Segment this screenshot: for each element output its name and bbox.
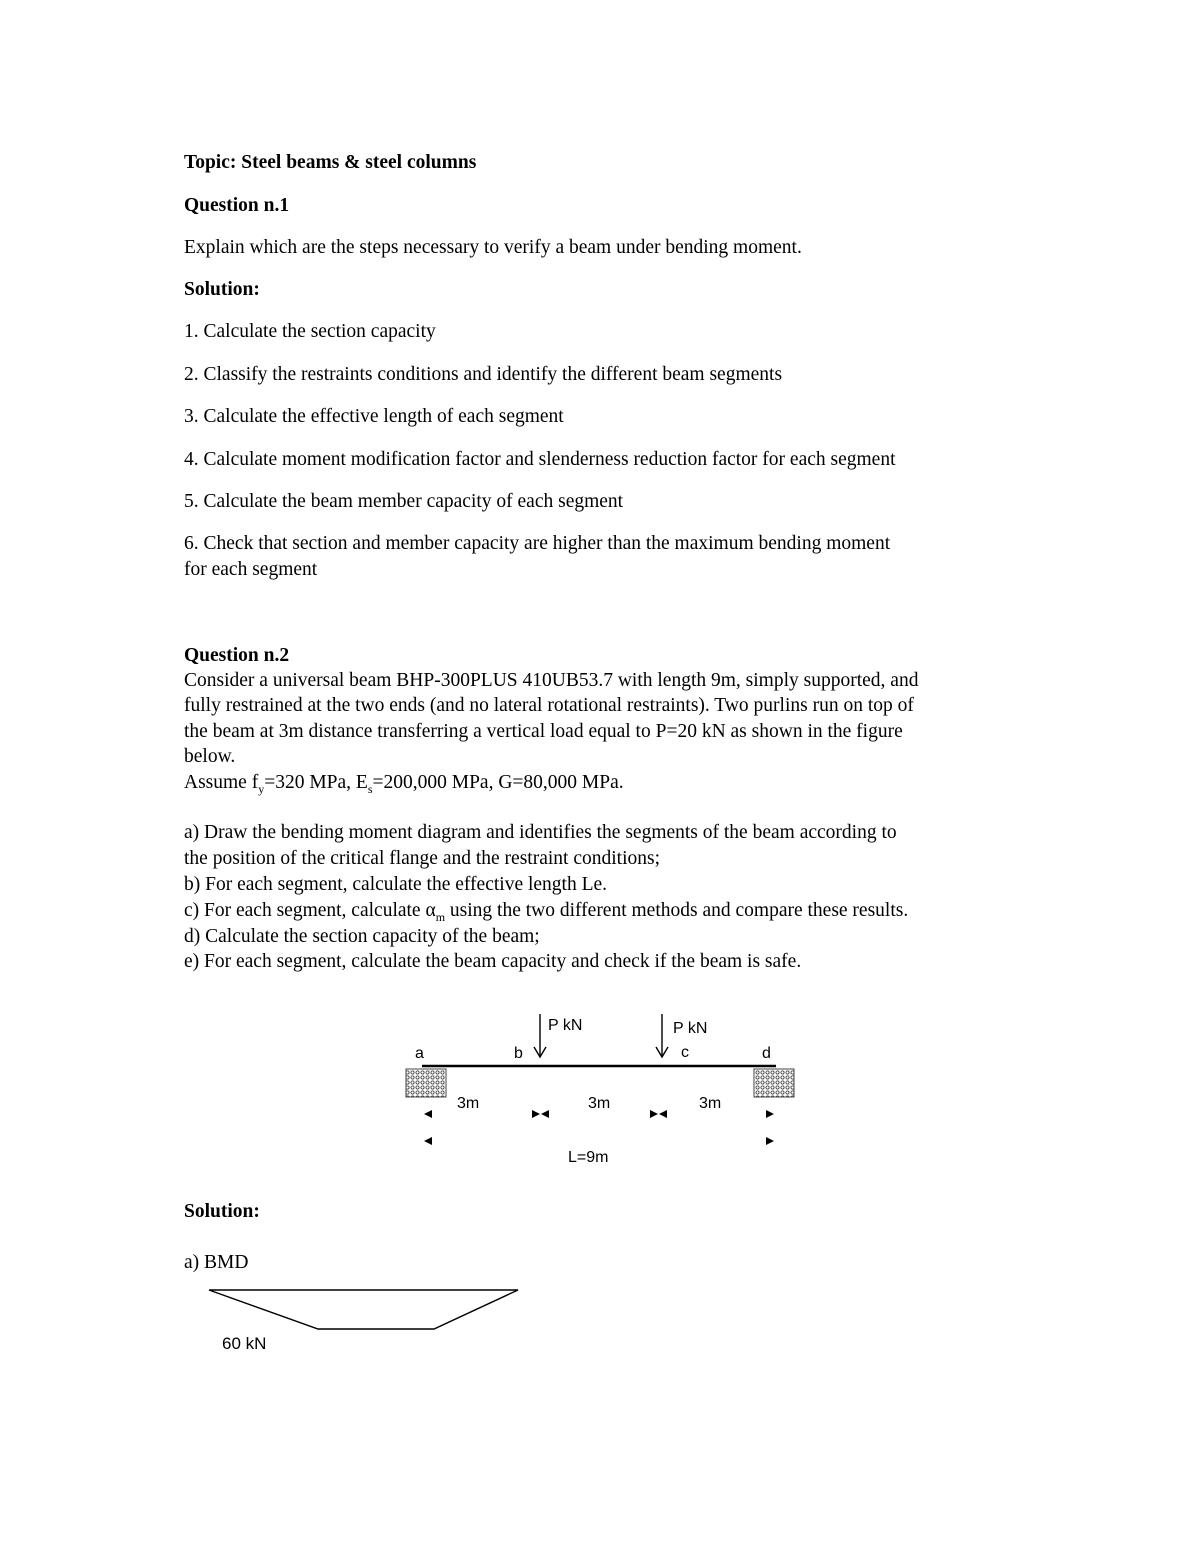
solution-step-6-continued: for each segment [184, 559, 318, 580]
solution-step-6: 6. Check that section and member capacity are higher than the maximum bending moment [184, 533, 891, 554]
part-c: c) For each segment, calculate $\alpha_m$ using the two different methods and compare these results. [184, 900, 909, 924]
question-2-intro-line-2: fully restrained at the two ends (and no lateral rotational restraints). Two purlins run on top of [184, 695, 914, 716]
part-b: b) For each segment, calculate the effective length Le. [184, 874, 608, 895]
load-arrow-c [656, 1014, 668, 1057]
bmd-heading: a) BMD [184, 1252, 249, 1273]
part-d: d) Calculate the section capacity of the beam; [184, 926, 540, 947]
question-1-prompt: Explain which are the steps necessary to verify a beam under bending moment. [184, 237, 802, 258]
solution-step-2: 2. Classify the restraints conditions and identify the different beam segments [184, 364, 783, 385]
node-label-b: b [514, 1045, 523, 1062]
left-support [406, 1069, 446, 1097]
question-2-intro-line-4: below. [184, 746, 236, 767]
solution-step-3: 3. Calculate the effective length of each segment [184, 406, 564, 427]
part-a-line-1: a) Draw the bending moment diagram and identifies the segments of the beam according to [184, 822, 897, 843]
bmd-value-label: 60 kN [222, 1334, 267, 1353]
material-properties: Assume $f_y=320$ MPa, $E_s=200,000$ MPa, G=80,000 MPa. [184, 772, 624, 796]
right-support [754, 1069, 794, 1097]
part-a-line-2: the position of the critical flange and the restraint conditions; [184, 848, 660, 869]
span-label-3: 3m [699, 1095, 722, 1112]
load-label-1: P kN [548, 1017, 583, 1034]
span-label-2: 3m [588, 1095, 611, 1112]
part-e: e) For each segment, calculate the beam capacity and check if the beam is safe. [184, 951, 802, 972]
load-arrow-b [534, 1014, 546, 1057]
bending-moment-diagram [209, 1290, 518, 1329]
node-label-d: d [762, 1045, 771, 1062]
question-2-solution-heading: Solution: [184, 1201, 260, 1222]
node-label-c: c [681, 1044, 689, 1061]
load-label-2: P kN [673, 1020, 708, 1037]
question-1-solution-heading: Solution: [184, 279, 260, 300]
total-length-label: L=9m [568, 1149, 609, 1166]
question-2-intro-line-1: Consider a universal beam BHP-300PLUS 410UB53.7 with length 9m, simply supported, and [184, 670, 919, 691]
question-2-heading: Question n.2 [184, 645, 290, 666]
topic-heading: Topic: Steel beams & steel columns [184, 152, 477, 173]
question-1-heading: Question n.1 [184, 195, 290, 216]
solution-step-5: 5. Calculate the beam member capacity of each segment [184, 491, 624, 512]
question-2-intro-line-3: the beam at 3m distance transferring a vertical load equal to P=20 kN as shown in the figure [184, 721, 903, 742]
dimension-arrowheads-row-2 [424, 1137, 774, 1145]
solution-step-1: 1. Calculate the section capacity [184, 321, 436, 342]
node-label-a: a [415, 1045, 424, 1062]
span-label-1: 3m [457, 1095, 480, 1112]
solution-step-4: 4. Calculate moment modification factor and slenderness reduction factor for each segment [184, 449, 896, 470]
